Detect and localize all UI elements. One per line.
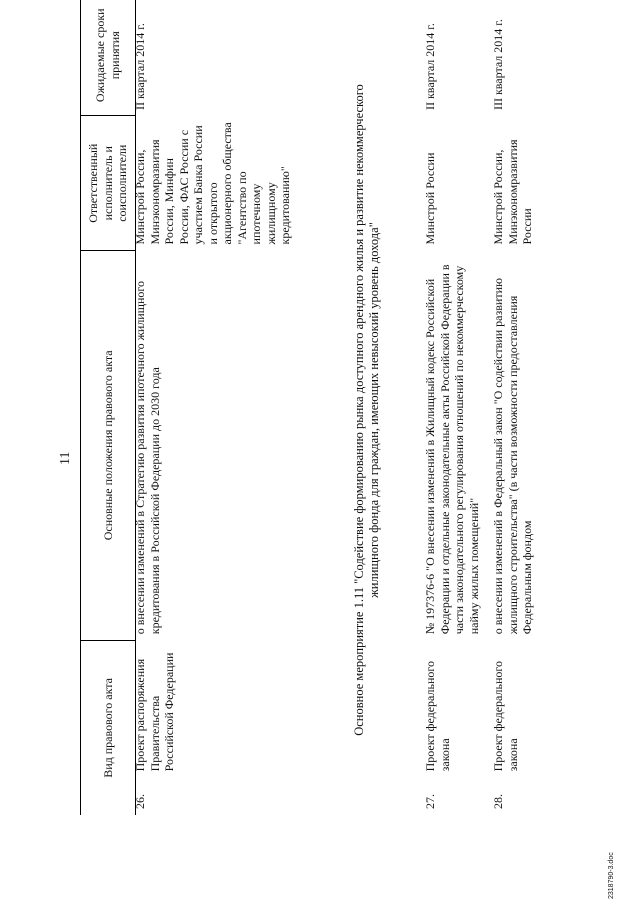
section-title: Основное мероприятие 1.11 "Содействие формированию рынка доступного арендного жилья и развитие некоммерческого жилищного фонда для граждан, имеющих невысокий уровень дохода" xyxy=(352,84,381,736)
table-row xyxy=(128,0,298,815)
row-number: 28. xyxy=(491,794,505,809)
row-term: II квартал 2014 г. xyxy=(133,23,147,111)
page-number: 11 xyxy=(58,451,73,465)
header-provisions: Основные положения правового акта xyxy=(81,250,136,640)
table-body-1 xyxy=(128,0,298,815)
row-act-type: Проект распоряжения Правительства Российской Федерации xyxy=(133,652,176,772)
document-code: 2318790-3.doc xyxy=(608,852,615,899)
row-provisions: о внесении изменений в Стратегию развития ипотечного жилищного кредитования в Российской Федерации до 2030 года xyxy=(133,280,162,635)
row-act-type: Проект федерального закона xyxy=(423,661,452,772)
header-executors: Ответственный исполнитель и соисполнители xyxy=(81,116,136,250)
row-number: 26. xyxy=(133,794,147,809)
header-act-type: Вид правового акта xyxy=(81,640,136,815)
row-provisions: № 197376-6 "О внесении изменений в Жилищный кодекс Российской Федерации и отдельные законодательные акты Российской Федерации в части законодательного регулирования отношений по некоммерческому найму жилых помещений" xyxy=(423,264,481,635)
header-term: Ожидаемые сроки принятия xyxy=(81,0,136,116)
table-row xyxy=(486,0,540,815)
header-row xyxy=(81,0,136,815)
row-act-type: Проект федерального закона xyxy=(491,661,520,772)
row-executors: Минстрой России xyxy=(423,152,437,245)
table-row xyxy=(418,0,486,815)
row-provisions: о внесении изменений в Федеральный закон "О содействии развитию жилищного строительства" (в части возможности предоставления Федеральным фондом xyxy=(491,278,534,635)
row-executors: Минстрой России, Минэкономразвития России xyxy=(491,139,534,245)
row-executors: Минстрой России, Минэкономразвития России, Минфин России, ФАС России с участием Банка России и открытого акционерного общества "Агентство по ипотечному жилищному кредитованию" xyxy=(133,122,292,245)
table-body-2 xyxy=(418,0,540,815)
row-term: III квартал 2014 г. xyxy=(491,19,505,111)
row-term: II квартал 2014 г. xyxy=(423,23,437,111)
row-number: 27. xyxy=(423,794,437,809)
